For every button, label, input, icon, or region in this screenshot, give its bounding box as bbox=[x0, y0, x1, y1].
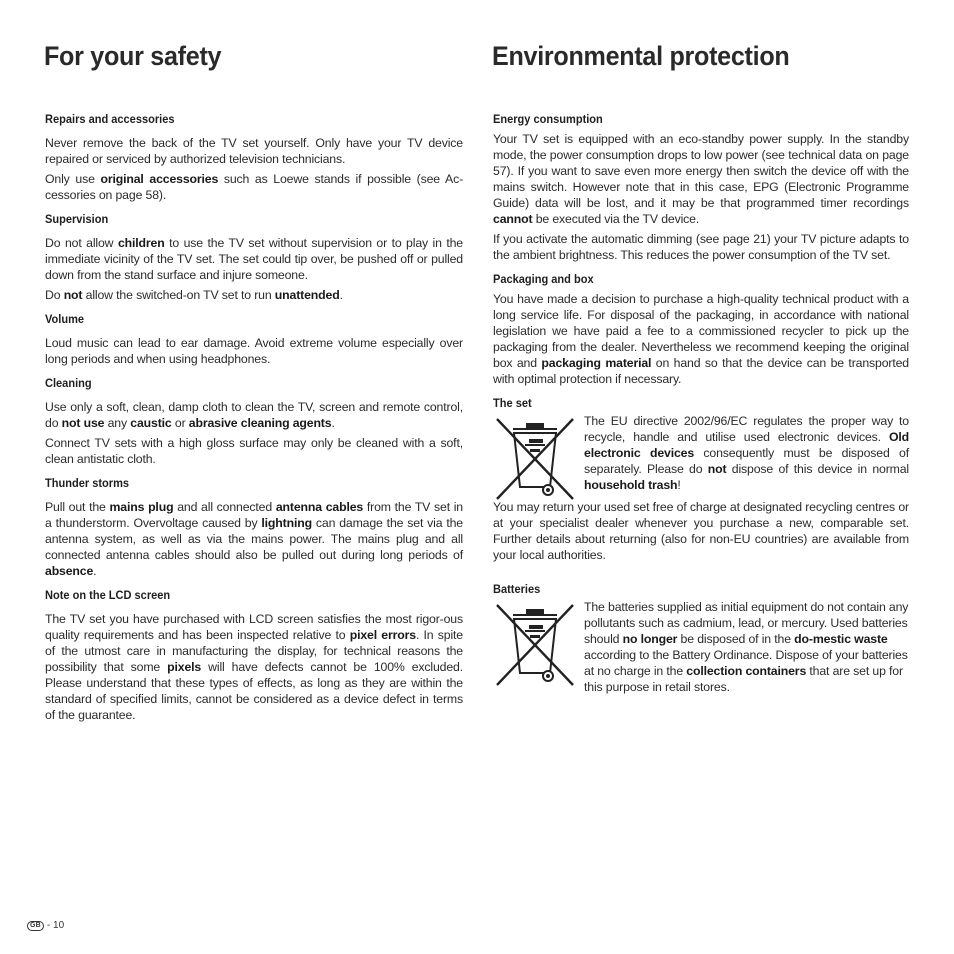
section-thunder-storms bbox=[45, 475, 463, 579]
emphasis: abrasive cleaning agents bbox=[188, 416, 332, 430]
set-disposal-text bbox=[584, 415, 909, 509]
section-heading: Batteries bbox=[493, 582, 541, 596]
set-disposal-block bbox=[493, 415, 909, 509]
emphasis: do-mestic waste bbox=[794, 632, 888, 646]
paragraph: Do not allow children to use the TV set without supervision or to play in the immediate vicinity of the TV set. The set could tip over, be pushed off or pulled down from the stand surface and injure someone. bbox=[45, 236, 463, 282]
paragraph: Loud music can lead to ear damage. Avoid extreme volume especially over long periods and when using headphones. bbox=[45, 336, 463, 366]
section-cleaning bbox=[45, 375, 463, 467]
emphasis: mains plug bbox=[109, 500, 174, 514]
section-heading: Packaging and box bbox=[493, 272, 594, 286]
country-badge: GB bbox=[27, 921, 44, 931]
emphasis: packaging material bbox=[541, 356, 652, 370]
paragraph: If you activate the automatic dimming (see page 21) your TV picture adapts to the ambient brightness. This reduces the power consumption of the TV set. bbox=[493, 232, 909, 262]
paragraph: You may return your used set free of charge at designated recycling centres or at your specialist dealer whenever you purchase a new, comparable set. Further details about returning (also for non-EU countries) are available from your local authorities. bbox=[493, 500, 909, 562]
crossed-out-wheelie-bin-icon bbox=[493, 601, 584, 695]
section-heading: Energy consumption bbox=[493, 112, 603, 126]
page-title-environment: Environmental protection bbox=[492, 41, 790, 71]
section-volume bbox=[45, 311, 463, 367]
emphasis: original accessories bbox=[100, 172, 219, 186]
safety-sections bbox=[45, 111, 463, 723]
section-heading: The set bbox=[493, 396, 532, 410]
emphasis: unattended bbox=[274, 288, 340, 302]
section-heading: Supervision bbox=[45, 212, 109, 226]
paragraph: Use only a soft, clean, damp cloth to clean the TV, screen and remote control, do not use any caustic or abrasive cleaning agents. bbox=[45, 400, 463, 430]
section-heading: Thunder storms bbox=[45, 476, 130, 490]
page-number: - 10 bbox=[46, 920, 65, 931]
section-energy bbox=[493, 111, 909, 263]
emphasis: pixels bbox=[167, 660, 202, 674]
emphasis: caustic bbox=[130, 416, 172, 430]
emphasis: collection containers bbox=[686, 664, 807, 678]
emphasis: pixel errors bbox=[349, 628, 416, 642]
environment-sections bbox=[493, 111, 909, 695]
batteries-disposal-block bbox=[493, 601, 909, 695]
section-heading: Volume bbox=[45, 312, 85, 326]
emphasis: no longer bbox=[622, 632, 678, 646]
right-column bbox=[493, 38, 909, 703]
paragraph: Connect TV sets with a high gloss surface may only be cleaned with a soft, clean antistatic cloth. bbox=[45, 436, 463, 466]
emphasis: not use bbox=[61, 416, 105, 430]
section-batteries bbox=[493, 581, 909, 695]
paragraph: Pull out the mains plug and all connected antenna cables from the TV set in a thunderstorm. Overvoltage caused by lightning can damage the set via the antenna system, as well as via the mains power. The mains plug and all connected antenna cables should also be pulled out during long periods of absence. bbox=[45, 500, 464, 578]
emphasis: lightning bbox=[261, 516, 312, 530]
section-the-set bbox=[493, 395, 909, 563]
paragraph: The TV set you have purchased with LCD screen satisfies the most rigor-ous quality requirements and has been inspected relative to pixel errors. In spite of the utmost care in manufacturing the display, for technical reasons the possibility that some pixels will have defects cannot be 100% excluded. Please understand that these types of effects, as long as they are within the standard of specified limits, cannot be considered as a device defect in terms of the guarantee. bbox=[45, 612, 464, 722]
crossed-out-wheelie-bin-icon bbox=[493, 415, 584, 509]
section-heading: Cleaning bbox=[45, 376, 92, 390]
emphasis: children bbox=[117, 236, 165, 250]
emphasis: antenna cables bbox=[275, 500, 364, 514]
paragraph: The batteries supplied as initial equipment do not contain any pollutants such as cadmium, lead, or mercury. Used batteries should no longer be disposed of in the do-mestic waste according to the Battery Ordinance. Dispose of your batteries at no charge in the collection containers that are set up for this purpose in retail stores. bbox=[584, 600, 909, 694]
paragraph: You have made a decision to purchase a high-quality technical product with a long service life. For disposal of the packaging, in accordance with national legislation we have paid a fee to a commissioned recycler to pick up the packaging from the dealer. Nevertheless we recommend keeping the original box and packaging material on hand so that the device can be transported with optimal protection if necessary. bbox=[493, 292, 909, 386]
emphasis: Old electronic devices bbox=[584, 430, 909, 460]
section-lcd-screen bbox=[45, 587, 463, 723]
section-packaging bbox=[493, 271, 909, 387]
page-title-safety: For your safety bbox=[44, 41, 222, 71]
paragraph: Your TV set is equipped with an eco-standby power supply. In the standby mode, the power consumption drops to low power (see technical data on page 57). If you want to save even more energy then switch the device off with the mains switch. However note that in this case, EPG (Electronic Programme Guide) data will be lost, and it may be that programmed timer recordings cannot be executed via the TV device. bbox=[493, 132, 909, 226]
paragraph: Do not allow the switched-on TV set to run unattended. bbox=[45, 288, 343, 302]
emphasis: not bbox=[707, 462, 727, 476]
emphasis: cannot bbox=[493, 212, 533, 226]
paragraph: Never remove the back of the TV set yourself. Only have your TV device repaired or serviced by authorized television technicians. bbox=[45, 136, 463, 166]
emphasis: not bbox=[63, 288, 83, 302]
emphasis: household trash bbox=[584, 478, 678, 492]
section-supervision bbox=[45, 211, 463, 303]
batteries-disposal-text bbox=[584, 601, 909, 695]
section-heading: Repairs and accessories bbox=[45, 112, 175, 126]
section-repairs bbox=[45, 111, 463, 203]
page-footer bbox=[27, 920, 64, 931]
paragraph: The EU directive 2002/96/EC regulates the proper way to recycle, handle and utilise used electronic devices. Old electronic devices consequently must be disposed of separately. Please do not dispose of this device in normal household trash! bbox=[584, 414, 910, 492]
left-column bbox=[45, 38, 463, 731]
emphasis: absence bbox=[45, 564, 94, 578]
section-heading: Note on the LCD screen bbox=[45, 588, 171, 602]
paragraph: Only use original accessories such as Loewe stands if possible (see Ac-cessories on page 58). bbox=[45, 172, 464, 202]
